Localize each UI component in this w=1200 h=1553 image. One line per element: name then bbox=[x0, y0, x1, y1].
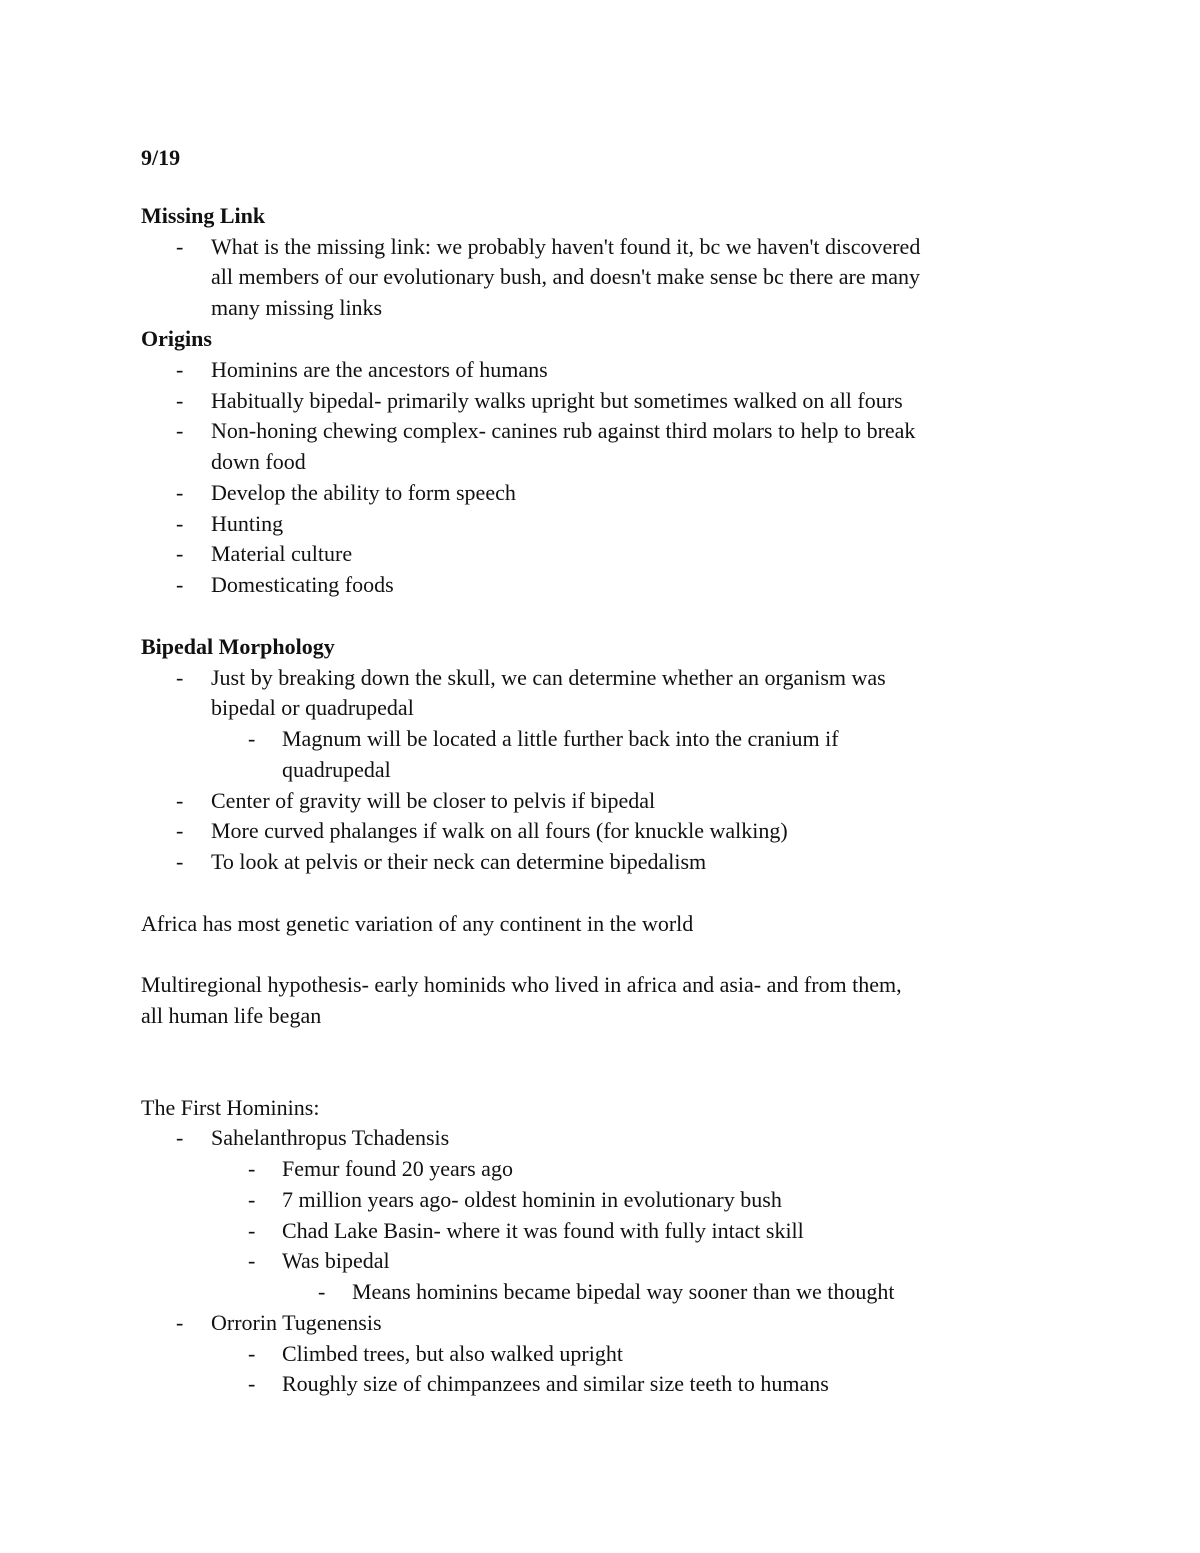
paragraph-multiregional-continuation: all human life began bbox=[141, 1003, 322, 1028]
list-item: Develop the ability to form speech bbox=[211, 480, 516, 505]
bullet-dash: - bbox=[176, 234, 184, 259]
list-item-continuation: bipedal or quadrupedal bbox=[211, 695, 414, 720]
list-item-continuation: down food bbox=[211, 449, 306, 474]
date-heading: 9/19 bbox=[141, 145, 181, 170]
sub-list-item: Magnum will be located a little further back into the cranium if bbox=[282, 726, 839, 751]
list-item: Just by breaking down the skull, we can determine whether an organism was bbox=[211, 665, 886, 690]
list-item: What is the missing link: we probably haven't found it, bc we haven't discovered bbox=[211, 234, 921, 259]
list-item: Material culture bbox=[211, 541, 353, 566]
list-item: Habitually bipedal- primarily walks upright but sometimes walked on all fours bbox=[211, 388, 903, 413]
list-item: More curved phalanges if walk on all fours (for knuckle walking) bbox=[211, 818, 788, 843]
section-heading-missing-link: Missing Link bbox=[141, 203, 266, 228]
sub-list-item: Roughly size of chimpanzees and similar size teeth to humans bbox=[282, 1371, 829, 1396]
list-item: Non-honing chewing complex- canines rub against third molars to help to break bbox=[211, 418, 916, 443]
list-item-continuation: all members of our evolutionary bush, and doesn't make sense bc there are many bbox=[211, 264, 920, 289]
list-item: Sahelanthropus Tchadensis bbox=[211, 1125, 450, 1150]
bullet-dash: - bbox=[176, 357, 184, 382]
sub-list-item: 7 million years ago- oldest hominin in evolutionary bush bbox=[282, 1187, 782, 1212]
section-heading-first-hominins: The First Hominins: bbox=[141, 1095, 320, 1120]
list-item: Hunting bbox=[211, 511, 284, 536]
bullet-dash: - bbox=[176, 849, 184, 874]
sub-list-item: Femur found 20 years ago bbox=[282, 1156, 513, 1181]
bullet-dash: - bbox=[176, 665, 184, 690]
bullet-dash: - bbox=[176, 572, 184, 597]
paragraph-africa: Africa has most genetic variation of any continent in the world bbox=[141, 911, 694, 936]
list-item-continuation: many missing links bbox=[211, 295, 383, 320]
section-heading-bipedal-morphology: Bipedal Morphology bbox=[141, 634, 335, 659]
bullet-dash: - bbox=[248, 1371, 256, 1396]
sub-list-item: Climbed trees, but also walked upright bbox=[282, 1341, 623, 1366]
bullet-dash: - bbox=[248, 1341, 256, 1366]
bullet-dash: - bbox=[176, 541, 184, 566]
bullet-dash: - bbox=[248, 1248, 256, 1273]
bullet-dash: - bbox=[176, 788, 184, 813]
bullet-dash: - bbox=[176, 818, 184, 843]
bullet-dash: - bbox=[318, 1279, 326, 1304]
bullet-dash: - bbox=[176, 1310, 184, 1335]
sub-list-item: Chad Lake Basin- where it was found with fully intact skill bbox=[282, 1218, 804, 1243]
list-item: Orrorin Tugenensis bbox=[211, 1310, 382, 1335]
sub-list-item: Was bipedal bbox=[282, 1248, 390, 1273]
bullet-dash: - bbox=[176, 511, 184, 536]
bullet-dash: - bbox=[248, 726, 256, 751]
list-item: Center of gravity will be closer to pelvis if bipedal bbox=[211, 788, 656, 813]
paragraph-multiregional: Multiregional hypothesis- early hominids who lived in africa and asia- and from them, bbox=[141, 972, 902, 997]
section-heading-origins: Origins bbox=[141, 326, 212, 351]
list-item: To look at pelvis or their neck can determine bipedalism bbox=[211, 849, 707, 874]
list-item: Hominins are the ancestors of humans bbox=[211, 357, 548, 382]
bullet-dash: - bbox=[248, 1156, 256, 1181]
sub-sub-list-item: Means hominins became bipedal way sooner than we thought bbox=[352, 1279, 895, 1304]
bullet-dash: - bbox=[248, 1187, 256, 1212]
list-item: Domesticating foods bbox=[211, 572, 394, 597]
sub-list-item-continuation: quadrupedal bbox=[282, 757, 391, 782]
bullet-dash: - bbox=[248, 1218, 256, 1243]
bullet-dash: - bbox=[176, 418, 184, 443]
bullet-dash: - bbox=[176, 388, 184, 413]
bullet-dash: - bbox=[176, 1125, 184, 1150]
bullet-dash: - bbox=[176, 480, 184, 505]
